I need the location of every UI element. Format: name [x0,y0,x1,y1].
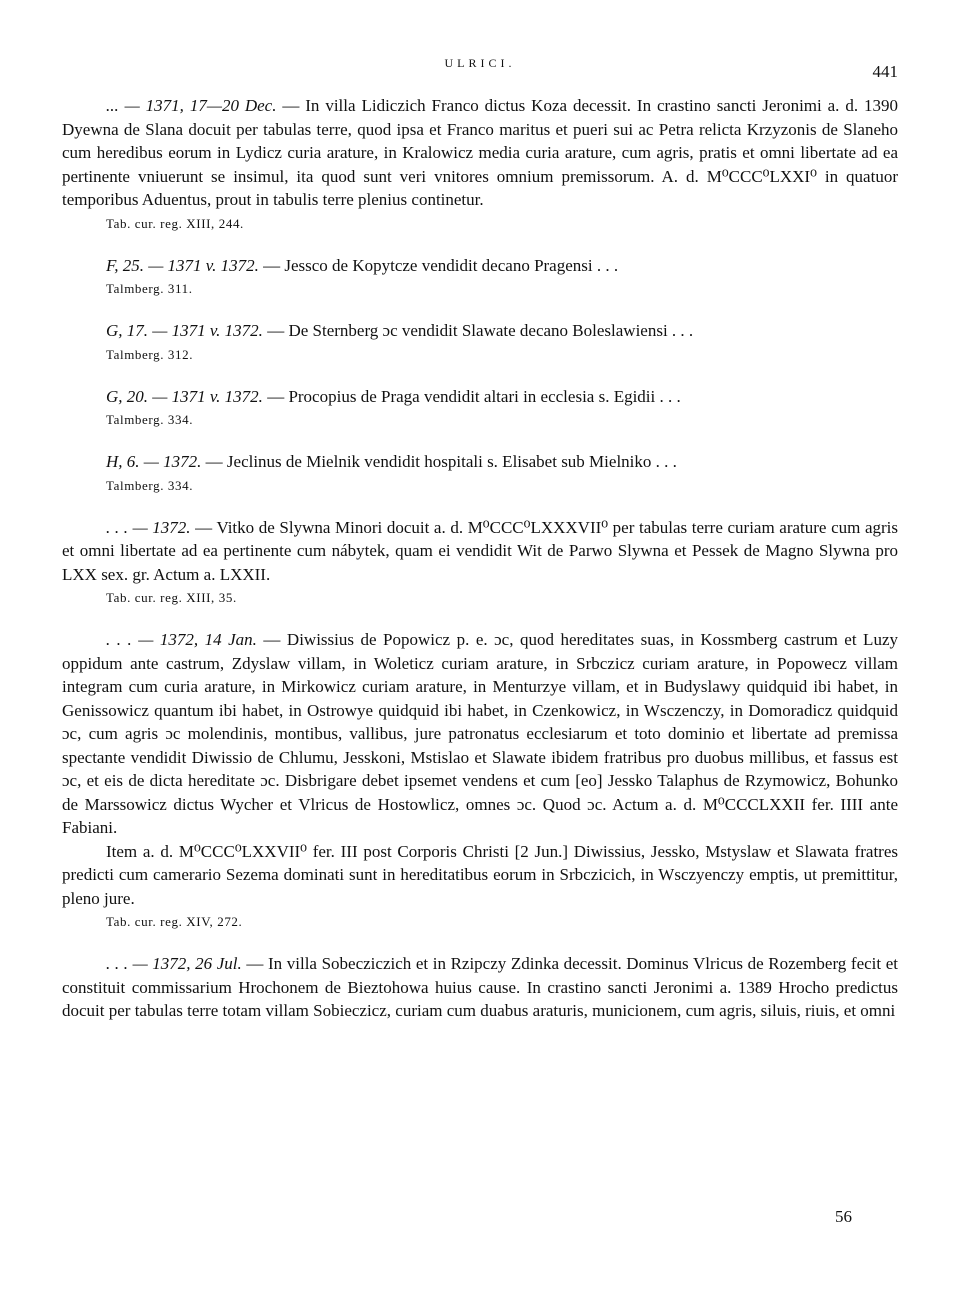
running-title: ULRICI. [444,56,516,70]
entry-text: — Vitko de Slywna Minori docuit a. d. M⁰CCC⁰LXXXVII⁰ per tabulas terre curiam arature cum agris et omni libertate ad ea pertinente cum nábytek, quam ei vendidit Wit de Parwo Slywna et Pessek de Magno Slywna pro LXX sex. gr. Actum a. LXXII. [62,517,899,584]
entry-text: — Jeclinus de Mielnik vendidit hospitali s. Elisabet sub Mielniko . . . [201,452,677,471]
entry-text: — De Sternberg ɔc vendidit Slawate decano Boleslawiensi . . . [262,321,694,340]
page-number: 441 [872,62,898,81]
entry [106,450,898,474]
entry-text: — Procopius de Praga vendidit altari in ecclesia s. Egidii . . . [262,386,681,406]
source-reference: Tab. cur. reg. XIII, 35. [106,590,237,605]
entry-date: ... — 1371, 17—20 Dec. [106,96,277,115]
entry-date: H, 6. — 1372. [106,452,202,471]
source-reference: Tab. cur. reg. XIV, 272. [106,914,243,929]
document-page [62,52,898,1023]
source-reference: Talmberg. 311. [106,281,193,296]
source-reference: Tab. cur. reg. XIII, 244. [106,215,244,231]
entry-text: — In villa Lidiczich Franco dictus Koza decessit. In crastino sancti Jeronimi a. d. 1390 Dyewna de Slana docuit per tabulas terre, quod ipsa et Franco maritus et pueri sui ac Petra relicta Krzyzonis de Slaneho cum heredibus eorum in Lydicz curia arature, in Kralowicz media curia arature, cum agris, pratis et omni libertate ad ea pertinente vniuerunt se insimul, ita quod sunt veri vnitores omnium premissorum. A. d. M⁰CCC⁰LXXI⁰ in quatuor temporibus Aduentus, prout in tabulis terre plenius continetur. [62,96,898,209]
entry-date: . . . — 1372, 26 Jul. [106,954,242,973]
source-reference: Talmberg. 312. [106,346,194,362]
entry-date: F, 25. — 1371 v. 1372. [106,255,259,275]
entry [106,319,898,343]
page-header [62,52,898,92]
entry-date: G, 17. — 1371 v. 1372. [106,321,263,340]
entry-date: . . . — 1372, 14 Jan. [106,630,257,649]
printer-signature: 56 [835,1207,852,1226]
entry-text: — Diwissius de Popowicz p. e. ɔc, quod hereditates suas, in Kossmberg castrum et Luzy oppidum ante castrum, Zdyslaw villam, in Woleticz curiam arature, in Srbczicz curiam arature, in Popowecz villam integram cum curia arature, in Mirkowicz curiam arature, in Menturzye villam, et in Budyslawy quidquid ibi habet, in Genissowicz quantum ibi habet, in Ostrowye quidquid ibi habet, in Czenkowicz, in Wsczenczy, in Domoradicz quidquid ɔc, cum agris ɔc molendinis, montibus, vallibus, jure patronatus ecclesiarum et toto dominio et libertate ad premissa spectante vendidit Diwissio de Chlumu, Jesskoni, Mstislao et Slawate ibidem fratribus pro duobus millibus, et fassus est ɔc, et eis de dicta hereditate ɔc. Disbrigare debet ipsemet vendens et cum [eo] Jessko Talaphus de Rzymowicz, Bohunko de Marssowicz dictus Wycher et Vlricus de Hostowlicz, omnes ɔc. Quod ɔc. Actum a. d. M⁰CCCLXXII fer. IIII ante Fabiani. [62,630,898,837]
entry [106,385,898,409]
entry-date: G, 20. — 1371 v. 1372. [106,386,263,406]
entry-date: . . . — 1372. [106,517,191,537]
entry [62,516,898,587]
entry [62,628,898,910]
entry [62,94,898,212]
entry-continuation: Item a. d. M⁰CCC⁰LXXVII⁰ fer. III post Corporis Christi [2 Jun.] Diwissius, Jessko, Mstyslaw et Slawata fratres predicti cum camerario Sezema dominati sunt in hereditatibus eorum in Srbczicich, in Wsczyenczy emptis, ut premittitur, pleno jure. [62,841,898,908]
source-reference: Talmberg. 334. [106,477,194,493]
entry [62,952,898,1023]
entry-text: — Jessco de Kopytcze vendidit decano Pragensi . . . [258,255,619,275]
source-reference: Talmberg. 334. [106,412,194,427]
entry [106,254,898,278]
entry-text: — In villa Sobecziczich et in Rzipczy Zdinka decessit. Dominus Vlricus de Rozemberg fecit et constituit commissarium Hrochonem de Bieztohowa huius cause. In crastino sancti Jeronimi a. 1389 Hrocho predictus docuit per tabulas terre totam villam Sobieczicz, curiam cum duabus araturis, municionem, cum agris, siluis, riuis, et omni [62,954,898,1020]
